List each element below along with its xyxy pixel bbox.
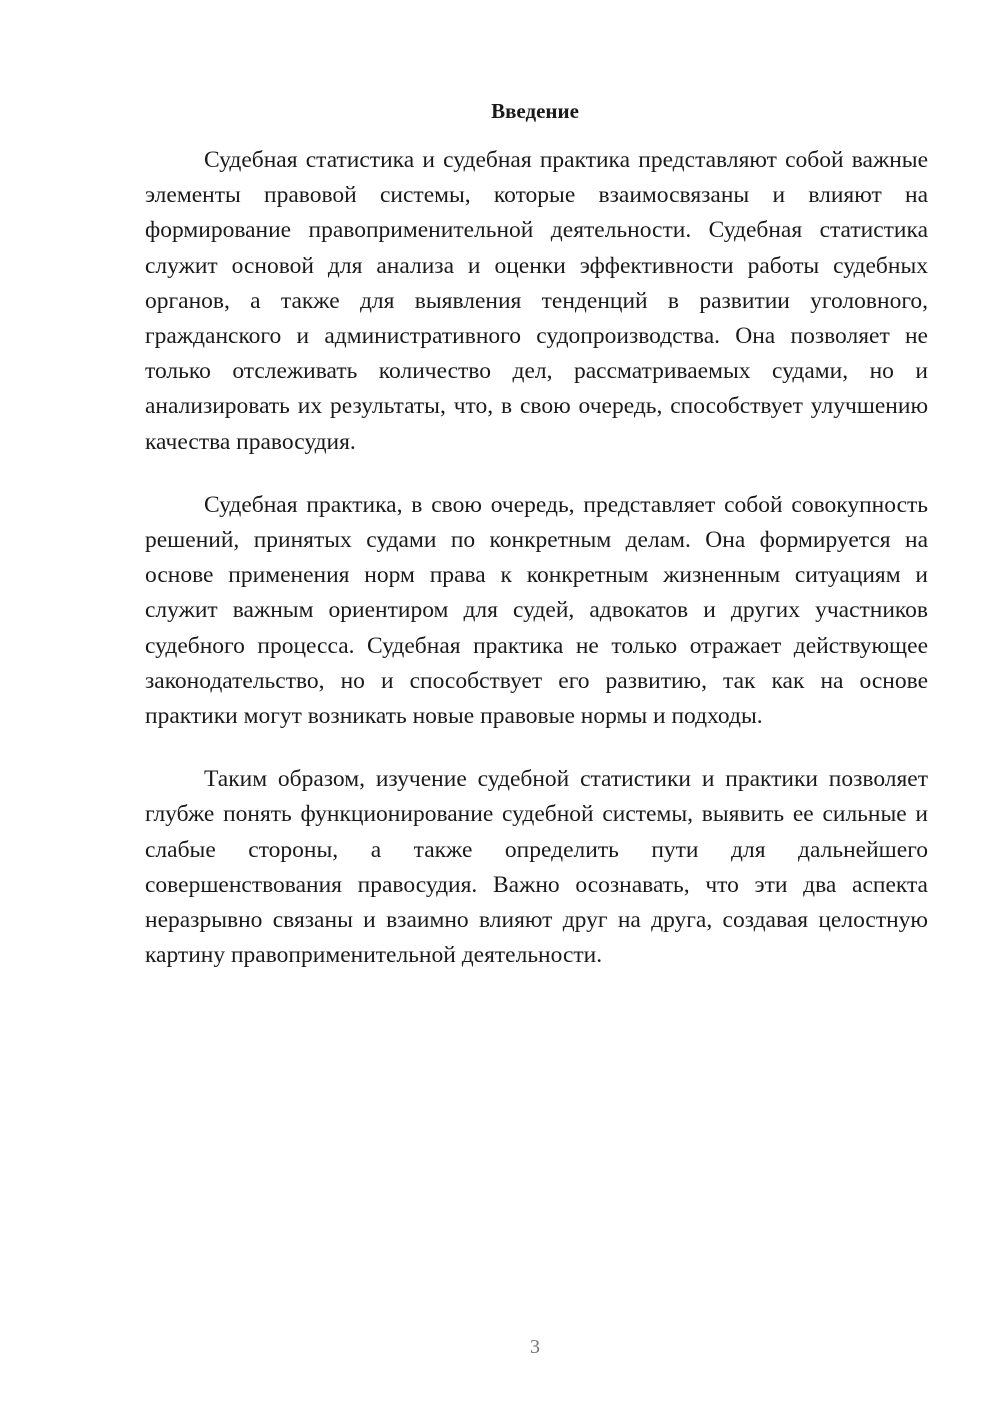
paragraph-2: Судебная практика, в свою очередь, представляет собой совокупность решений, принятых судами по конкретным делам. Она формируется на основе применения норм права к конкретным жизненным ситуациям и служит важным ориентиром для судей, адвокатов и других участников судебного процесса. Судебная практика не только отражает действующее законодательство, но и способствует его развитию, так как на основе практики могут возникать новые правовые нормы и подходы. bbox=[145, 491, 928, 730]
paragraph-3: Таким образом, изучение судебной статистики и практики позволяет глубже понять функционирование судебной системы, выявить ее сильные и слабые стороны, а также определить пути для дальнейшего совершенствования правосудия. Важно осознавать, что эти два аспекта неразрывно связаны и взаимно влияют друг на друга, создавая целостную картину правоприменительной деятельности. bbox=[145, 766, 928, 969]
section-heading: Введение bbox=[491, 99, 579, 123]
paragraph-1: Судебная статистика и судебная практика представляют собой важные элементы правовой системы, которые взаимосвязаны и влияют на формирование правоприменительной деятельности. Судебная статистика служит основой для анализа и оценки эффективности работы судебных органов, а также для выявления тенденций в развитии уголовного, гражданского и административного судопроизводства. Она позволяет не только отслеживать количество дел, рассматриваемых судами, но и анализировать их результаты, что, в свою очередь, способствует улучшению качества правосудия. bbox=[145, 147, 928, 455]
body-text bbox=[145, 143, 928, 1001]
page-number: 3 bbox=[530, 1336, 540, 1358]
